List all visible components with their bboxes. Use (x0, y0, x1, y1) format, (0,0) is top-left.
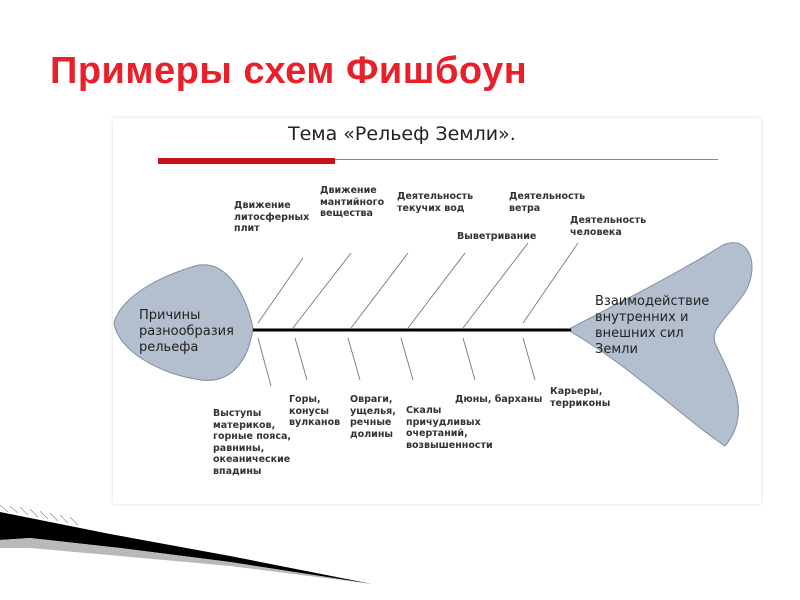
diagram-title: Тема «Рельеф Земли». (288, 123, 516, 145)
effect-line: ущелья, (350, 405, 396, 417)
effect-line: Выступы (213, 408, 262, 419)
cause-line: Движение (234, 200, 291, 211)
effect-line: материков, (213, 419, 276, 431)
cause-line: литосферных (234, 211, 310, 223)
cause-line: вещества (320, 208, 373, 219)
cause-line: Движение (320, 185, 377, 196)
cause-line: Деятельность (397, 191, 474, 202)
effect-line: Горы, (289, 394, 321, 405)
cause-line: человека (570, 226, 622, 238)
effect-line: терриконы (550, 397, 611, 409)
hatch-line (10, 506, 18, 513)
tail-label-line: Земли (595, 342, 638, 357)
effect-line: конусы (289, 405, 329, 417)
hatch-line (0, 505, 8, 512)
hatch-line (60, 515, 68, 523)
hatch-line (70, 517, 78, 525)
effect-line: Скалы (406, 405, 442, 416)
effect-line: возвышенности (406, 439, 493, 451)
hatch-line (50, 513, 58, 521)
cause-line: текучих вод (397, 202, 465, 214)
tail-label-line: внутренних и (595, 310, 689, 325)
slide-title: Примеры схем Фишбоун (50, 50, 528, 92)
head-label-line: рельефа (139, 340, 199, 355)
head-label-line: Причины (139, 308, 201, 323)
tail-label-line: внешних сил (595, 326, 684, 341)
effect-line: долины (350, 428, 393, 440)
head-label-line: разнообразия (139, 324, 234, 339)
hatch-line (30, 509, 38, 517)
cause-line: Деятельность (509, 191, 586, 202)
effect-line: Овраги, (350, 394, 393, 405)
cause-line: плит (234, 223, 260, 234)
effect-line: горные пояса, (213, 431, 292, 442)
hatch-line (20, 507, 28, 515)
cause-line: Выветривание (457, 231, 537, 242)
effect-line: океанические (213, 454, 291, 465)
effect-line: Дюны, барханы (455, 394, 543, 405)
effect-line: равнины, (213, 442, 265, 454)
effect-line: причудливых (406, 416, 481, 428)
effect-line: впадины (213, 465, 262, 477)
arrow-shadow (0, 538, 372, 584)
cause-line: мантийного (320, 196, 385, 208)
cause-line: Деятельность (570, 215, 647, 226)
hatch-line (40, 511, 48, 519)
effect-line: вулканов (289, 417, 341, 428)
effect-line: очертаний, (406, 428, 468, 439)
effect-line: речные (350, 417, 392, 428)
effect-line: Карьеры, (550, 386, 603, 397)
tail-label-line: Взаимодействие (595, 294, 710, 309)
cause-line: ветра (509, 202, 541, 214)
